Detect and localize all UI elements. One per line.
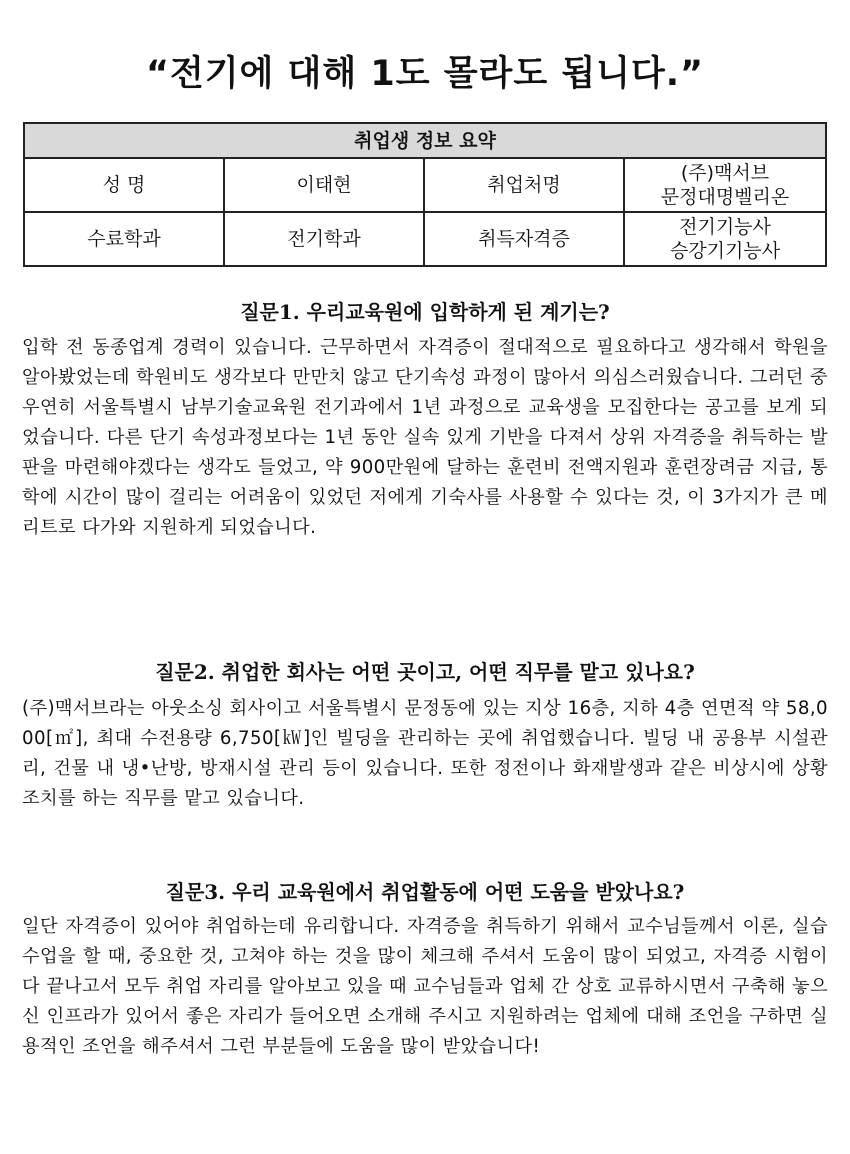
question-2: 질문2. 취업한 회사는 어떤 곳이고, 어떤 직무를 맡고 있나요? <box>155 660 695 684</box>
summary-row-name <box>24 158 826 212</box>
name-value: 이태현 <box>224 158 424 212</box>
department-label: 수료학과 <box>24 212 224 266</box>
question-1: 질문1. 우리교육원에 입학하게 된 계기는? <box>240 300 610 324</box>
certificates-label: 취득자격증 <box>424 212 624 266</box>
answer-3: 일단 자격증이 있어야 취업하는데 유리합니다. 자격증을 취득하기 위해서 교수님들께서 이론, 실습수업을 할 때, 중요한 것, 고쳐야 하는 것을 많이 체크해 주셔서 도움이 많이 되었고, 자격증 시험이 다 끝나고서 모두 취업 자리를 알아보고 있을 때 교수님들과 업체 간 상호 교류하시면서 구축해 놓으신 인프라가 있어서 좋은 자리가 들어오면 소개해 주시고 지원하려는 업체에 대해 조언을 구하면 실용적인 조언을 해주셔서 그런 부분들에 도움을 많이 받았습니다! <box>22 916 828 1057</box>
certificates-value <box>624 212 826 266</box>
employer-label: 취업처명 <box>424 158 624 212</box>
employer-value <box>624 158 826 212</box>
employer-company: (주)맥서브 <box>680 162 770 184</box>
department-value: 전기학과 <box>224 212 424 266</box>
answer-2: (주)맥서브라는 아웃소싱 회사이고 서울특별시 문정동에 있는 지상 16층, 지하 4층 연면적 약 58,000[㎡], 최대 수전용량 6,750[㎾]인 빌딩을 관리하는 곳에 취업했습니다. 빌딩 내 공용부 시설관리, 건물 내 냉•난방, 방재시설 관리 등이 있습니다. 또한 정전이나 화재발생과 같은 비상시에 상황조치를 하는 직무를 맡고 있습니다. <box>22 698 828 809</box>
page-title: “전기에 대해 1도 몰라도 됩니다.” <box>145 54 705 94</box>
name-label: 성 명 <box>24 158 224 212</box>
summary-table <box>23 122 827 267</box>
employer-site: 문정대명벨리온 <box>660 186 790 208</box>
question-3: 질문3. 우리 교육원에서 취업활동에 어떤 도움을 받았나요? <box>165 880 685 904</box>
certificate-2: 승강기기능사 <box>669 240 781 262</box>
certificate-1: 전기기능사 <box>679 216 771 238</box>
answer-1: 입학 전 동종업계 경력이 있습니다. 근무하면서 자격증이 절대적으로 필요하다고 생각해서 학원을 알아봤었는데 학원비도 생각보다 만만치 않고 단기속성 과정이 많아서 의심스러웠습니다. 그러던 중 우연히 서울특별시 남부기술교육원 전기과에서 1년 과정으로 교육생을 모집한다는 공고를 보게 되었습니다. 다른 단기 속성과정보다는 1년 동안 실속 있게 기반을 다져서 상위 자격증을 취득하는 발판을 마련해야겠다는 생각도 들었고, 약 900만원에 달하는 훈련비 전액지원과 훈련장려금 지급, 통학에 시간이 많이 걸리는 어려움이 있었던 저에게 기숙사를 사용할 수 있다는 것, 이 3가지가 큰 메리트로 다가와 지원하게 되었습니다. <box>22 337 828 538</box>
summary-row-department <box>24 212 826 266</box>
summary-table-header: 취업생 정보 요약 <box>24 123 826 158</box>
